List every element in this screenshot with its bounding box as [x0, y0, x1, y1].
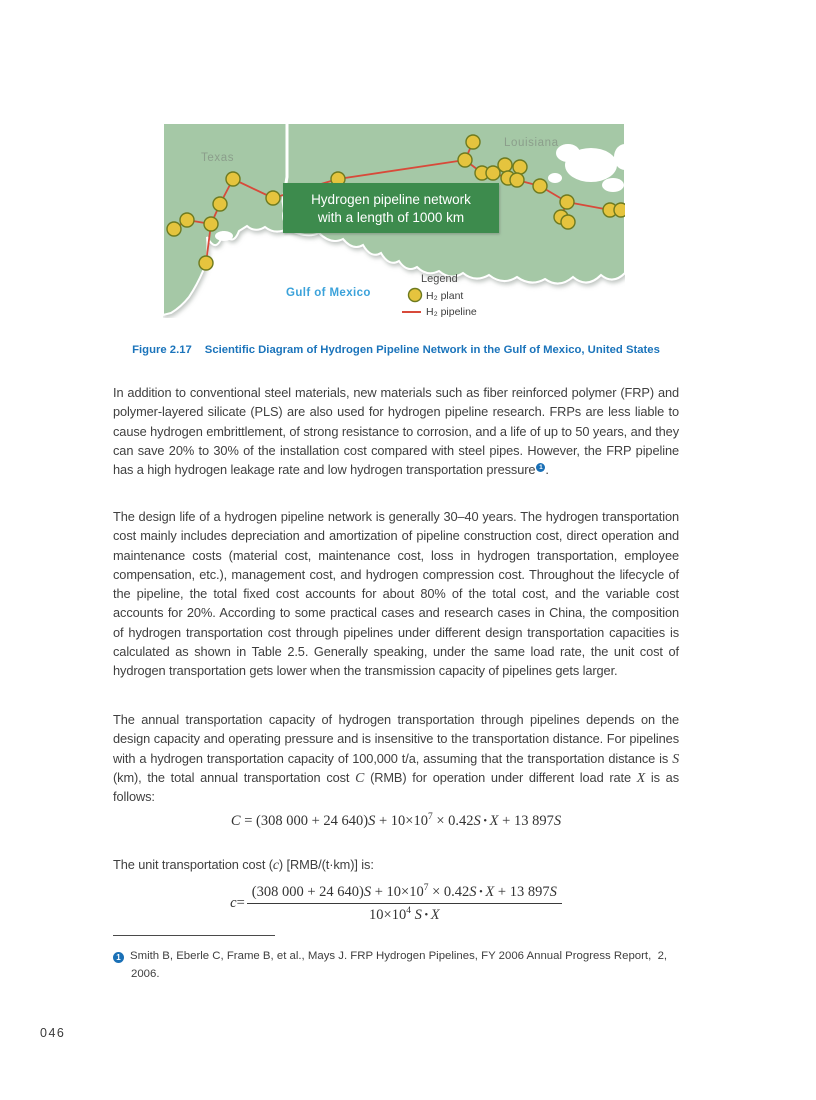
paragraph-text: The annual transportation capacity of hydrogen transportation through pipelines depends on the design capacity and operating pressure and is insensitive to the transportation distance. For pipelines with a hydrogen transportation capacity of 100,000 t/a, assuming that the transportation distance is [113, 712, 679, 766]
formula-part: C [230, 812, 241, 829]
formula-exponent: 4 [406, 905, 411, 916]
formula-part: + 10×10 [375, 812, 428, 829]
formula-part: c [230, 894, 237, 911]
legend-plant-icon [409, 289, 422, 302]
footnote-citation: Smith B, Eberle C, Frame B, et al., Mays J. FRP Hydrogen Pipelines, FY 2006 Annual Progress Report, 2, 2006. [130, 950, 668, 980]
formula-dot: • [480, 815, 490, 827]
formula-exponent: 7 [427, 812, 433, 822]
paragraph-text: The unit transportation cost ( [113, 857, 273, 872]
banner-line1: Hydrogen pipeline network [311, 192, 471, 207]
formula-part: S [553, 812, 562, 829]
figure-map [163, 123, 625, 318]
paragraph-frp-materials [113, 383, 679, 479]
formula-part: + 13 897 [498, 812, 554, 829]
figure-number: Figure 2.17 [132, 344, 192, 356]
variable-c: c [272, 857, 279, 872]
formula-part: + 10×10 [371, 883, 424, 900]
paragraph-design-life: The design life of a hydrogen pipeline network is generally 30–40 years. The hydrogen transportation cost mainly includes depreciation and amortization of pipeline construction cost, direct operation and maintenance costs (material cost, maintenance cost, loss in hydrogen transportation, employee compensation, etc.), management cost, and hydrogen compression cost. Throughout the lifecycle of the pipeline, the total fixed cost accounts for about 80% of the total cost, and the variable cost accounts for 20%. According to some practical cases and research cases in China, the composition of hydrogen transportation cost through pipelines under different design transportation capacities is calculated as shown in Table 2.5. Generally speaking, under the same load rate, the unit cost of hydrogen transportation gets lower when the transmission capacity of pipelines gets larger. [113, 509, 679, 679]
formula-part: 10×10 [369, 906, 407, 923]
formula-fraction [247, 883, 562, 924]
formula-part: S [469, 883, 477, 900]
formula-part: S [473, 812, 481, 829]
page-number: 046 [40, 1026, 66, 1040]
formula-numerator [247, 883, 562, 904]
formula-part: S [363, 883, 372, 900]
footnote-divider [113, 935, 275, 936]
formula-exponent: 7 [423, 883, 429, 893]
formula-part: × 0.42 [432, 812, 474, 829]
formula-part: × 0.42 [428, 883, 470, 900]
paragraph-text: In addition to conventional steel materials, new materials such as fiber reinforced polymer (FRP) and polymer-layered silicate (PLS) are also used for hydrogen pipeline research. FRPs are less liable to cause hydrogen embrittlement, of strong resistance to corrosion, and a life of up to 50 years, and they can save 20% to 30% of the installation cost compared with steel pipes. However, the FRP pipeline has a high hydrogen leakage rate and low hydrogen transportation pressure [113, 385, 679, 478]
footnote-text [113, 948, 679, 983]
formula-part: (308 000 + 24 640) [256, 812, 369, 829]
legend-title: Legend [421, 273, 458, 285]
label-texas: Texas [201, 152, 235, 164]
formula-part: = [240, 812, 257, 829]
banner-line2: with a length of 1000 km [317, 210, 465, 225]
figure-caption [113, 344, 679, 356]
variable-X: X [636, 769, 646, 785]
footnote-marker-icon: 1 [113, 952, 124, 963]
paragraph-annual-capacity [113, 710, 679, 806]
formula-part: S [549, 883, 557, 900]
formula-unit-cost [113, 883, 679, 924]
paragraph-text: (RMB) for operation under different load rate [364, 769, 637, 785]
label-louisiana: Louisiana [504, 137, 559, 149]
map-banner [283, 183, 499, 233]
formula-part: + 13 897 [494, 883, 550, 900]
formula-part: X [430, 906, 440, 923]
galveston-bay [215, 231, 233, 241]
legend-pipeline-label: H₂ pipeline [426, 306, 477, 318]
map-legend [402, 273, 477, 318]
formula-total-cost [113, 812, 679, 830]
paragraph-unit-cost [113, 855, 679, 874]
formula-denominator [369, 904, 440, 924]
formula-dot: • [476, 886, 486, 898]
formula-part: X [485, 883, 495, 900]
formula-part: S [410, 906, 422, 923]
formula-part: = [236, 894, 245, 911]
variable-S: S [672, 750, 679, 766]
paragraph-text: ) [RMB/(t·km)] is: [278, 857, 374, 872]
paragraph-text: (km), the total annual transportation cost [113, 769, 356, 785]
formula-part: S [368, 812, 376, 829]
formula-part: (308 000 + 24 640) [251, 883, 364, 900]
variable-C: C [355, 769, 365, 785]
figure-title: Scientific Diagram of Hydrogen Pipeline Network in the Gulf of Mexico, United States [204, 344, 660, 356]
legend-plant-label: H₂ plant [426, 290, 464, 302]
formula-part: X [489, 812, 499, 829]
paragraph-text: is as follows: [113, 769, 679, 805]
label-gulf-of-mexico: Gulf of Mexico [286, 287, 371, 299]
formula-dot: • [421, 909, 431, 921]
footnote-marker-superscript: 1 [536, 463, 545, 472]
footnote [113, 930, 679, 983]
paragraph-period: . [545, 462, 549, 478]
